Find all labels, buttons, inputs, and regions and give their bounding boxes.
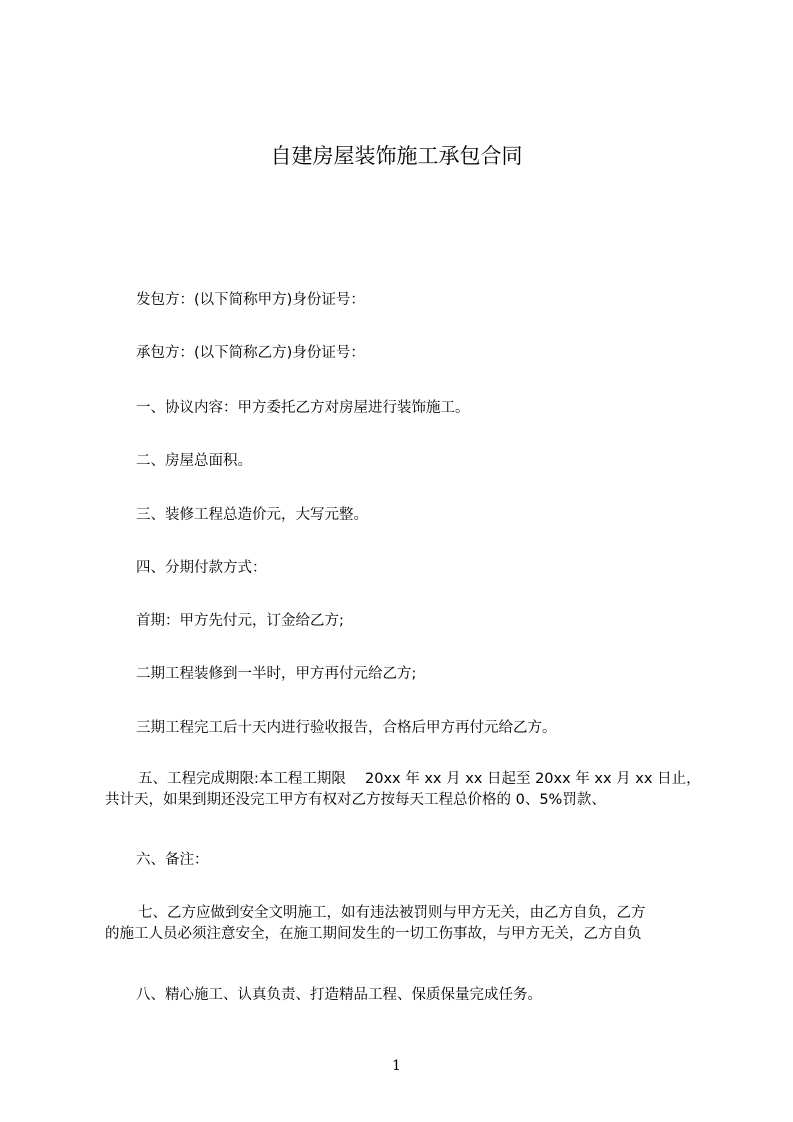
payment-third: 三期工程完工后十天内进行验收报告，合格后甲方再付元给乙方。 [136,720,557,736]
clause-1: 一、协议内容：甲方委托乙方对房屋进行装饰施工。 [136,400,470,416]
document-title: 自建房屋装饰施工承包合同 [270,144,523,168]
clause-7-line-1: 七、乙方应做到安全文明施工，如有违法被罚则与甲方无关，由乙方自负，乙方 [138,905,646,921]
page-number: 1 [392,1058,401,1074]
clause-4: 四、分期付款方式： [136,560,267,576]
payment-second: 二期工程装修到一半时，甲方再付元给乙方; [136,666,417,682]
clause-6: 六、备注： [136,852,209,868]
party-b-line: 承包方：(以下简称乙方)身份证号： [136,345,365,361]
clause-3: 三、装修工程总造价元，大写元整。 [136,507,368,523]
payment-first: 首期：甲方先付元，订金给乙方; [136,613,344,629]
clause-5 [105,769,720,811]
clause-5-line-2: 共计天，如果到期还没完工甲方有权对乙方按每天工程总价格的 0、5%罚款、 [105,792,606,808]
clause-7 [105,903,720,945]
clause-8: 八、精心施工、认真负责、打造精品工程、保质保量完成任务。 [136,987,542,1003]
party-a-line: 发包方：(以下简称甲方)身份证号： [136,292,365,308]
clause-2: 二、房屋总面积。 [136,453,252,469]
clause-5-line-1: 五、工程完成期限:本工程工期限 20xx 年 xx 月 xx 日起至 20xx 年 xx 月 xx 日止， [138,771,701,787]
clause-7-line-2: 的施工人员必须注意安全，在施工期间发生的一切工伤事故，与甲方无关，乙方自负 [105,926,642,942]
